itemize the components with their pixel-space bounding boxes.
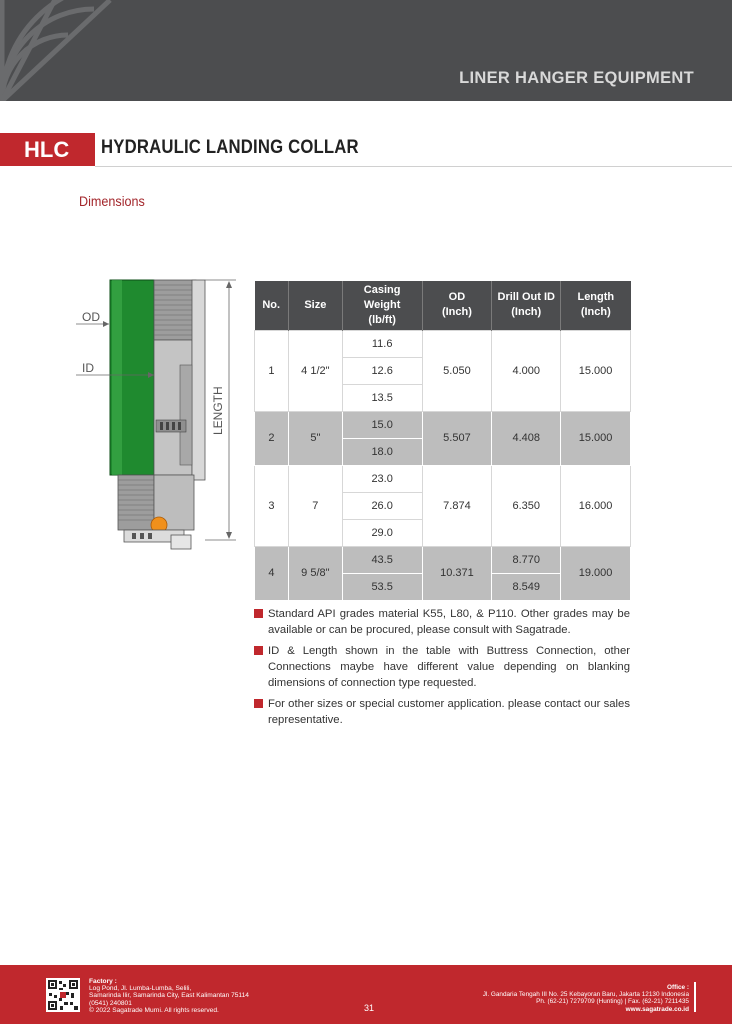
cell-od: 10.371 — [422, 546, 492, 600]
cell-casing-weight: 15.0 — [342, 411, 422, 438]
cell-length: 16.000 — [561, 465, 631, 546]
cell-casing-weight: 26.0 — [342, 492, 422, 519]
od-label: OD — [82, 310, 100, 324]
page-number: 31 — [363, 1003, 374, 1013]
cell-no: 3 — [255, 465, 289, 546]
cell-drill-out-id: 6.350 — [492, 465, 561, 546]
dimensions-table — [254, 281, 631, 601]
cell-size: 5" — [288, 411, 342, 465]
cell-length: 15.000 — [561, 411, 631, 465]
cell-length: 19.000 — [561, 546, 631, 600]
header-drill-out-id: Drill Out ID (Inch) — [492, 281, 561, 330]
section-title: Dimensions — [79, 193, 145, 209]
note-item: ID & Length shown in the table with Buttress Connection, other Connections maybe have different value depending on blanking dimensions of connection type requested. — [254, 643, 630, 691]
header-od: OD (Inch) — [422, 281, 492, 330]
product-title: HYDRAULIC LANDING COLLAR — [101, 137, 359, 158]
cell-casing-weight: 11.6 — [342, 330, 422, 357]
notes-list — [254, 606, 630, 733]
note-item: Standard API grades material K55, L80, & P110. Other grades may be available or can be procured, please consult with Sagatrade. — [254, 606, 630, 638]
header-size: Size — [288, 281, 342, 330]
cell-casing-weight: 29.0 — [342, 519, 422, 546]
website-link: www.sagatrade.co.id — [625, 1005, 689, 1013]
table-header-row — [255, 281, 631, 330]
cell-drill-out-id: 8.770 — [492, 546, 561, 573]
cell-no: 2 — [255, 411, 289, 465]
footer-divider — [694, 982, 696, 1012]
header-length: Length (Inch) — [561, 281, 631, 330]
cell-no: 4 — [255, 546, 289, 600]
factory-address: Factory : Log Pond, Jl. Lumba-Lumba, Selili, Samarinda Ilir, Samarinda City, East Kalimantan 75114 (0541) 240801 © 2022 Sagatrade Murni. All rights reserved. — [89, 978, 249, 1014]
cell-length: 15.000 — [561, 330, 631, 411]
cell-casing-weight: 53.5 — [342, 573, 422, 600]
product-code-badge: HLC — [0, 133, 95, 166]
cell-drill-out-id: 4.000 — [492, 330, 561, 411]
title-divider — [95, 166, 732, 167]
cell-size: 4 1/2" — [288, 330, 342, 411]
cell-drill-out-id: 8.549 — [492, 573, 561, 600]
cell-size: 7 — [288, 465, 342, 546]
cell-size: 9 5/8" — [288, 546, 342, 600]
cell-casing-weight: 18.0 — [342, 438, 422, 465]
office-address: Office : Jl. Gandaria Tengah III No. 25 Kebayoran Baru, Jakarta 12130 Indonesia Ph. (62-21) 7279709 (Hunting) | Fax. (62-21) 7211435 www.sagatrade.co.id — [482, 984, 689, 1013]
table-row — [255, 330, 631, 357]
company-logo-watermark-icon — [0, 0, 140, 101]
cell-casing-weight: 43.5 — [342, 546, 422, 573]
id-label: ID — [82, 361, 94, 375]
cell-od: 5.050 — [422, 330, 492, 411]
note-item: For other sizes or special customer application. please contact our sales representative. — [254, 696, 630, 728]
cell-casing-weight: 23.0 — [342, 465, 422, 492]
header-casing-weight: Casing Weight (lb/ft) — [342, 281, 422, 330]
landing-collar-drawing — [76, 275, 246, 575]
header-title: LINER HANGER EQUIPMENT — [459, 69, 694, 87]
cell-casing-weight: 12.6 — [342, 357, 422, 384]
cell-od: 7.874 — [422, 465, 492, 546]
cell-drill-out-id: 4.408 — [492, 411, 561, 465]
length-label: LENGTH — [211, 386, 225, 435]
page-footer — [0, 965, 732, 1024]
cell-casing-weight: 13.5 — [342, 384, 422, 411]
cell-od: 5.507 — [422, 411, 492, 465]
copyright: © 2022 Sagatrade Murni. All rights reserved. — [89, 1006, 219, 1014]
table-row — [255, 465, 631, 492]
cell-no: 1 — [255, 330, 289, 411]
table-row — [255, 411, 631, 438]
header-no: No. — [255, 281, 289, 330]
lower-thread — [118, 475, 154, 530]
table-row — [255, 546, 631, 573]
page-header — [0, 0, 732, 101]
qr-code-icon — [46, 978, 80, 1012]
